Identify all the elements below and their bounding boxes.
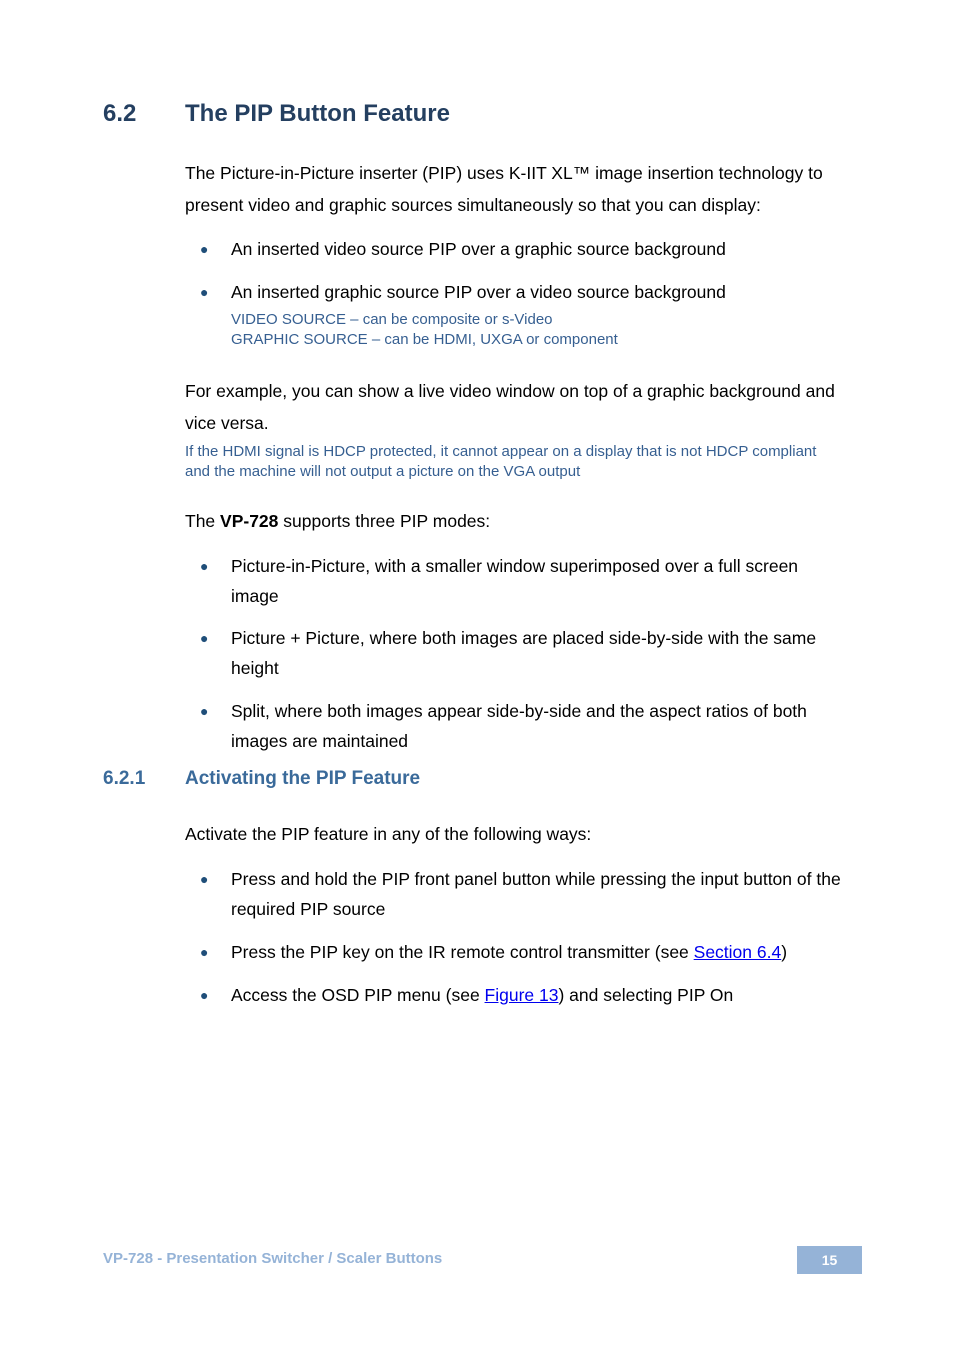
subsection-number: 6.2.1 [103,768,146,789]
hdcp-note: If the HDMI signal is HDCP protected, it cannot appear on a display that is not HDCP compliant and the machine will not output a picture on the VGA output [185,443,817,480]
bullet-icon: ● [200,630,209,646]
bullet-icon: ● [200,241,209,257]
modes-intro: The VP-728 supports three PIP modes: [185,511,491,531]
intro-paragraph: The Picture-in-Picture inserter (PIP) uses K-IIT XL™ image insertion technology to present video and graphic sources simultaneously so that you can display: [185,163,823,215]
figure-13-link[interactable]: Figure 13 [484,985,559,1005]
subsection-heading [103,768,420,790]
section-title: The PIP Button Feature [185,100,450,127]
bullet-icon: ● [200,871,209,887]
page-number: 15 [797,1246,862,1274]
bullet-icon: ● [200,944,209,960]
bullet-icon: ● [200,558,209,574]
section-heading [103,100,450,128]
bullet-icon: ● [200,284,209,300]
bullet-icon: ● [200,703,209,719]
source-note: VIDEO SOURCE – can be composite or s-Video GRAPHIC SOURCE – can be HDMI, UXGA or component [231,311,618,348]
subsection-title: Activating the PIP Feature [185,768,421,789]
section-number: 6.2 [103,100,137,127]
activate-intro: Activate the PIP feature in any of the following ways: [185,824,592,844]
bullet-icon: ● [200,987,209,1003]
footer-title: VP-728 - Presentation Switcher / Scaler Buttons [103,1250,443,1267]
example-paragraph: For example, you can show a live video window on top of a graphic background and vice versa. [185,381,835,433]
section-6-4-link[interactable]: Section 6.4 [693,942,782,962]
product-name: VP-728 [220,511,279,531]
